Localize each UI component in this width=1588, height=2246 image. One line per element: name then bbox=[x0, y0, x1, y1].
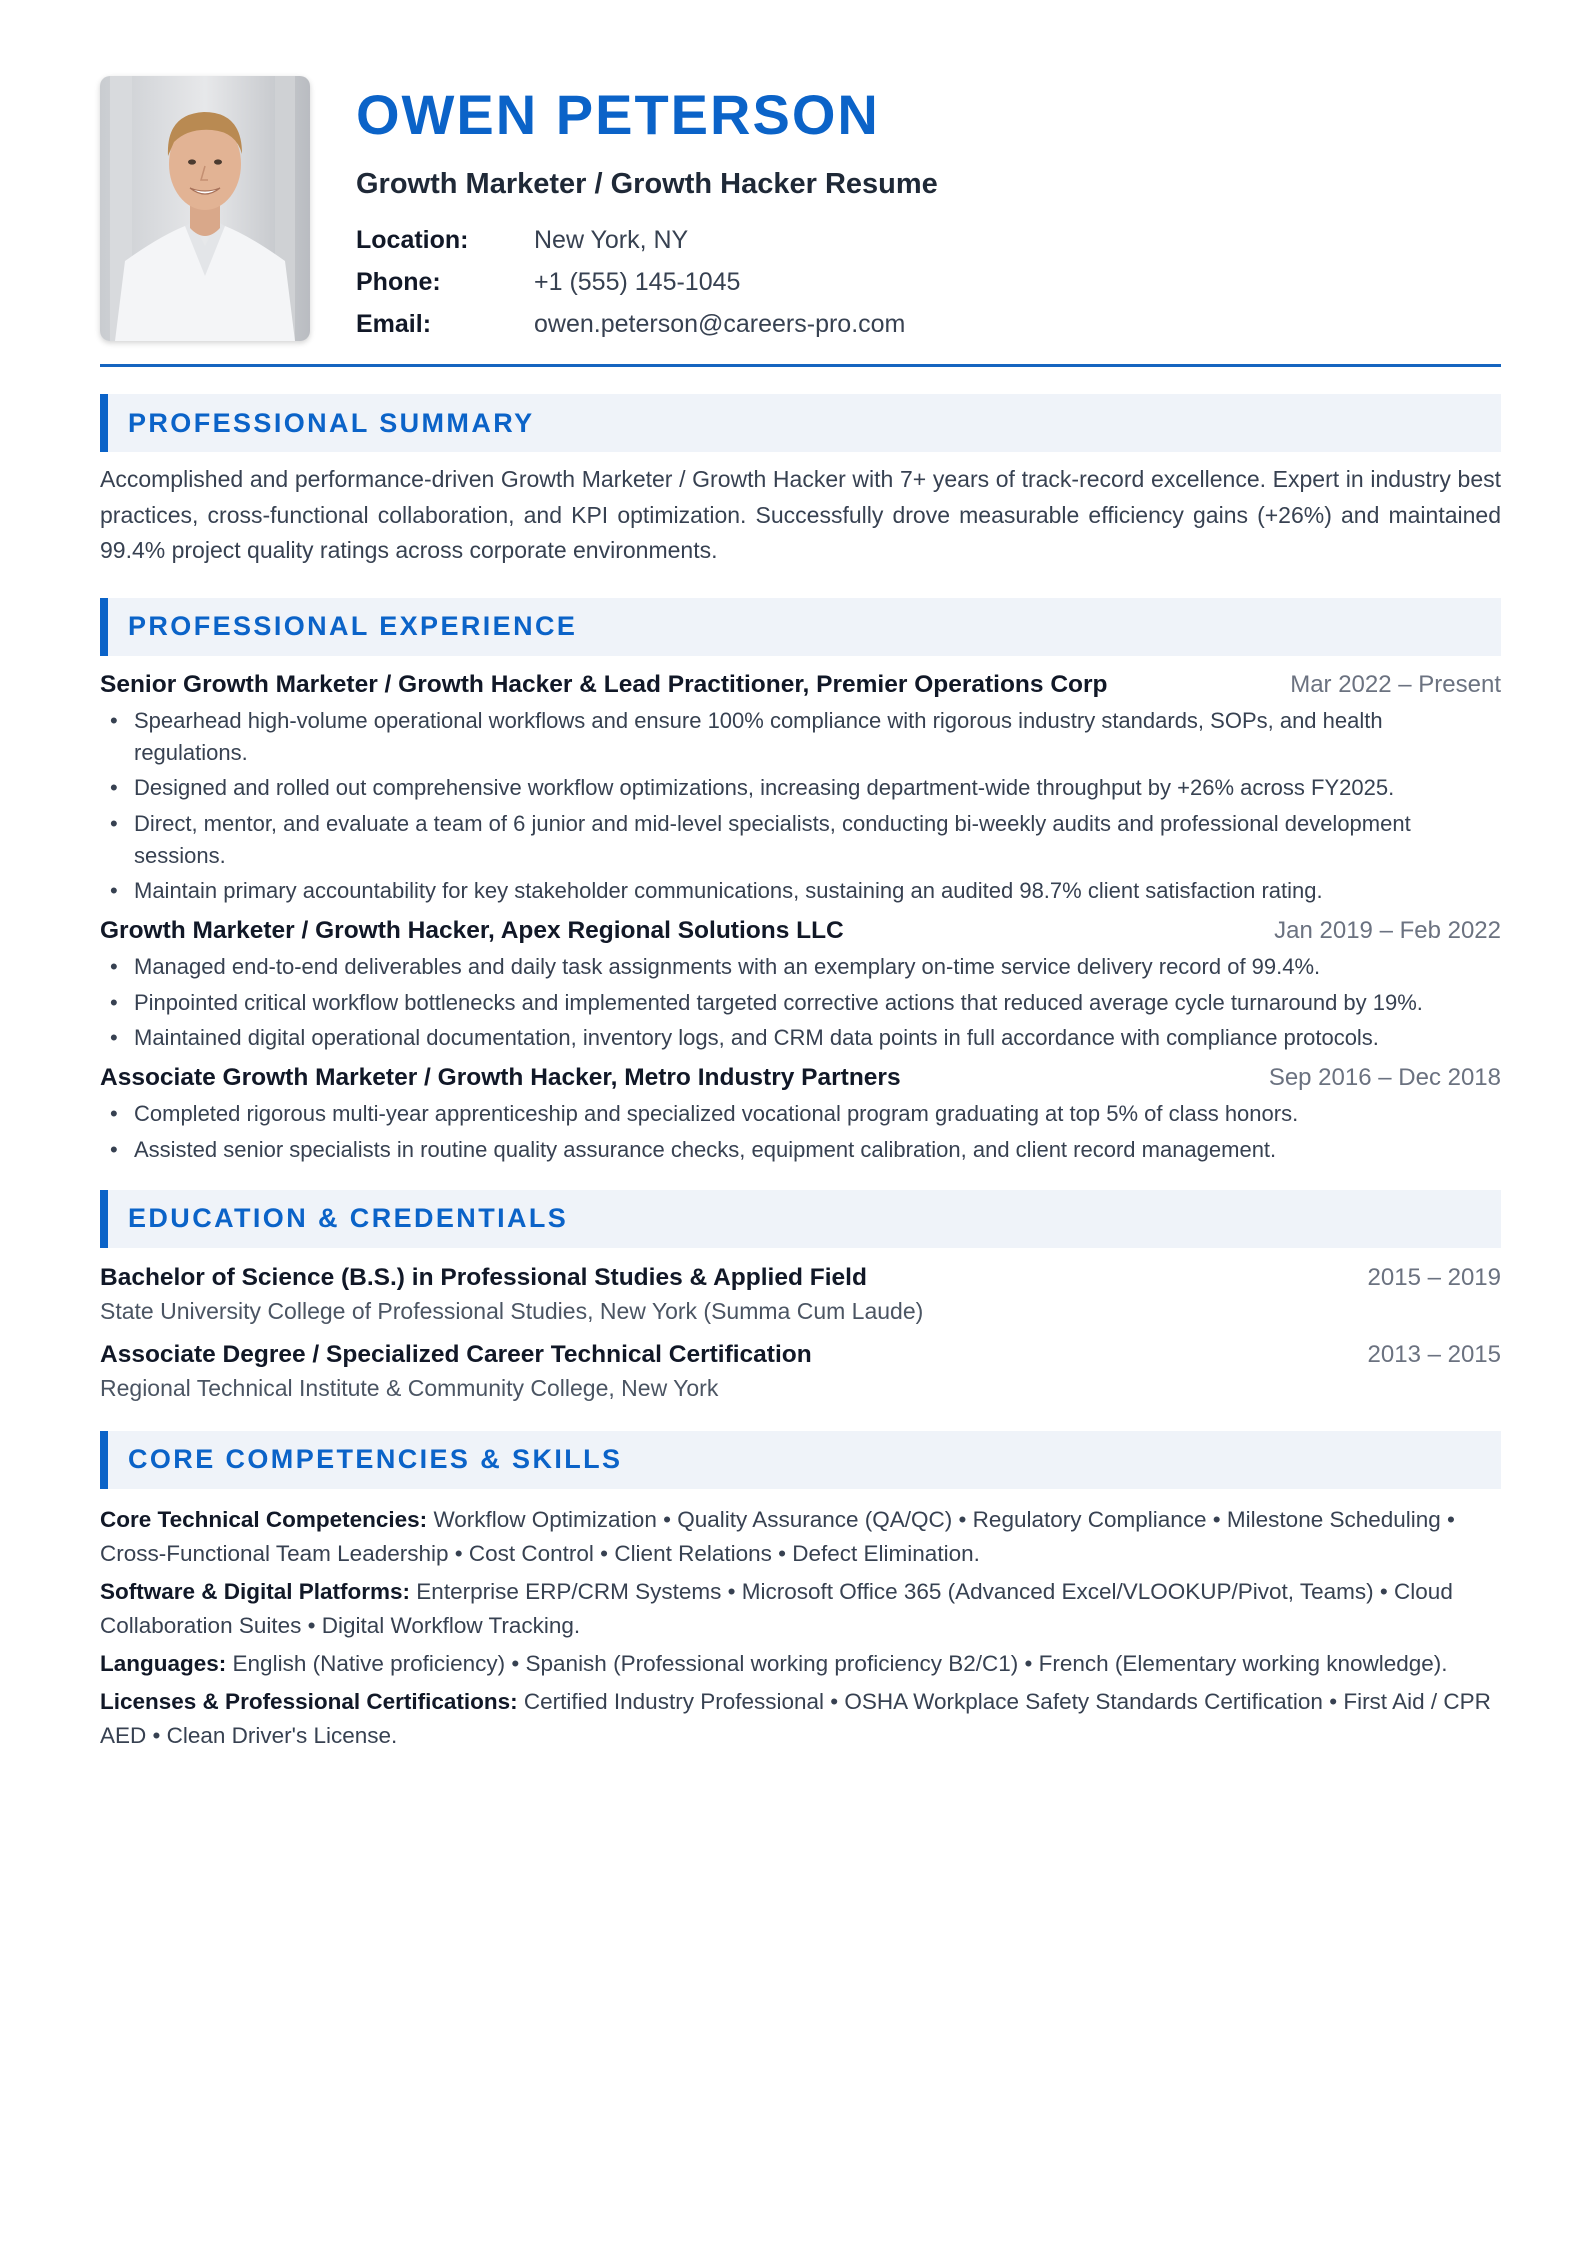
job-title: Associate Growth Marketer / Growth Hacker, Metro Industry Partners bbox=[100, 1064, 901, 1091]
education-dates: 2013 – 2015 bbox=[1367, 1340, 1501, 1368]
job-bullet: • Direct, mentor, and evaluate a team of 6 junior and mid-level specialists, conducting bi-weekly audits and professional development sessions. bbox=[100, 808, 1501, 872]
skill-label: Software & Digital Platforms: bbox=[100, 1578, 411, 1604]
education-header bbox=[100, 1341, 1501, 1369]
contact-location bbox=[356, 220, 938, 262]
education-entry bbox=[100, 1264, 1501, 1325]
job-title: Growth Marketer / Growth Hacker, Apex Regional Solutions LLC bbox=[100, 917, 844, 944]
skill-label: Languages: bbox=[100, 1650, 227, 1676]
contact-value: New York, NY bbox=[534, 226, 689, 255]
job-header bbox=[100, 1064, 1501, 1092]
skills-list bbox=[100, 1503, 1501, 1753]
skill-row bbox=[100, 1503, 1501, 1571]
profile-photo bbox=[100, 76, 310, 341]
skill-text: English (Native proficiency) • Spanish (Professional working proficiency B2/C1) • French (Elementary working knowledge). bbox=[226, 1650, 1448, 1676]
section-title: PROFESSIONAL EXPERIENCE bbox=[128, 611, 578, 641]
contact-phone bbox=[356, 262, 938, 304]
job-bullet: • Maintain primary accountability for key stakeholder communications, sustaining an audited 98.7% client satisfaction rating. bbox=[100, 875, 1501, 907]
resume-subtitle: Growth Marketer / Growth Hacker Resume bbox=[356, 168, 938, 200]
job-bullet: • Designed and rolled out comprehensive workflow optimizations, increasing department-wide throughput by +26% across FY2025. bbox=[100, 772, 1501, 804]
skill-text: Workflow Optimization • Quality Assurance (QA/QC) • Regulatory Compliance • Milestone Scheduling • Cross-Functional Team Leadership • Cost Control • Client Relations • Defect Elimination. bbox=[100, 1506, 1455, 1566]
section-title: EDUCATION & CREDENTIALS bbox=[128, 1203, 569, 1233]
job-header bbox=[100, 671, 1501, 699]
school-name: Regional Technical Institute & Community College, New York bbox=[100, 1374, 719, 1401]
job-dates: Sep 2016 – Dec 2018 bbox=[1268, 1064, 1501, 1091]
skill-label: Core Technical Competencies: bbox=[100, 1506, 428, 1532]
job-bullet: • Spearhead high-volume operational workflows and ensure 100% compliance with rigorous industry standards, SOPs, and health regulations. bbox=[100, 705, 1501, 769]
contact-label: Email: bbox=[356, 310, 432, 339]
job-bullet: • Pinpointed critical workflow bottlenecks and implemented targeted corrective actions that reduced average cycle turnaround by 19%. bbox=[100, 987, 1501, 1019]
section-title: PROFESSIONAL SUMMARY bbox=[128, 407, 535, 438]
job-bullets bbox=[100, 705, 1501, 908]
section-header-skills bbox=[100, 1431, 1501, 1489]
job-entry bbox=[100, 917, 1501, 1054]
job-bullet: • Managed end-to-end deliverables and daily task assignments with an exemplary on-time service delivery record of 99.4%. bbox=[100, 951, 1501, 983]
skill-row bbox=[100, 1647, 1501, 1681]
job-dates: Jan 2019 – Feb 2022 bbox=[1274, 917, 1501, 944]
education-entry bbox=[100, 1341, 1501, 1402]
job-entry bbox=[100, 1064, 1501, 1166]
section-title: CORE COMPETENCIES & SKILLS bbox=[128, 1444, 623, 1474]
skill-row bbox=[100, 1685, 1501, 1753]
section-header-education bbox=[100, 1190, 1501, 1248]
job-bullets bbox=[100, 951, 1501, 1054]
section-header-summary bbox=[100, 394, 1501, 452]
education-dates: 2015 – 2019 bbox=[1367, 1263, 1501, 1291]
skill-row bbox=[100, 1575, 1501, 1643]
header-info bbox=[356, 76, 938, 364]
summary-text: Accomplished and performance-driven Growth Marketer / Growth Hacker with 7+ years of track-record excellence. Expert in industry best practices, cross-functional collaboration, and KPI optimization. Successfully drove measurable efficiency gains (+26%) and maintained 99.4% project quality ratings across corporate environments. bbox=[100, 466, 1501, 563]
skill-label: Licenses & Professional Certifications: bbox=[100, 1688, 518, 1714]
job-title: Senior Growth Marketer / Growth Hacker & Lead Practitioner, Premier Operations Corp bbox=[100, 670, 1108, 698]
contact-value: owen.peterson@careers-pro.com bbox=[534, 310, 906, 339]
job-bullet: • Completed rigorous multi-year apprenticeship and specialized vocational program graduating at top 5% of class honors. bbox=[100, 1098, 1501, 1130]
degree-title: Bachelor of Science (B.S.) in Professional Studies & Applied Field bbox=[100, 1263, 867, 1291]
job-bullet: • Maintained digital operational documentation, inventory logs, and CRM data points in full accordance with compliance protocols. bbox=[100, 1022, 1501, 1054]
degree-title: Associate Degree / Specialized Career Technical Certification bbox=[100, 1340, 812, 1368]
resume-header bbox=[100, 0, 1501, 367]
section-header-experience bbox=[100, 598, 1501, 656]
contact-email bbox=[356, 304, 938, 346]
contact-info bbox=[356, 220, 938, 346]
contact-label: Location: bbox=[356, 226, 469, 255]
contact-value: +1 (555) 145-1045 bbox=[534, 268, 741, 297]
skill-text: Enterprise ERP/CRM Systems • Microsoft Office 365 (Advanced Excel/VLOOKUP/Pivot, Teams) • Cloud Collaboration Suites • Digital Workflow Tracking. bbox=[100, 1578, 1453, 1638]
school-name: State University College of Professional Studies, New York (Summa Cum Laude) bbox=[100, 1297, 924, 1324]
job-dates: Mar 2022 – Present bbox=[1290, 670, 1501, 698]
skill-text: Certified Industry Professional • OSHA Workplace Safety Standards Certification • First Aid / CPR AED • Clean Driver's License. bbox=[100, 1688, 1491, 1748]
contact-label: Phone: bbox=[356, 268, 441, 297]
job-entry bbox=[100, 671, 1501, 908]
job-header bbox=[100, 917, 1501, 945]
job-bullet: • Assisted senior specialists in routine quality assurance checks, equipment calibration, and client record management. bbox=[100, 1134, 1501, 1166]
candidate-name: OWEN PETERSON bbox=[356, 83, 880, 146]
job-bullets bbox=[100, 1098, 1501, 1166]
education-header bbox=[100, 1264, 1501, 1292]
